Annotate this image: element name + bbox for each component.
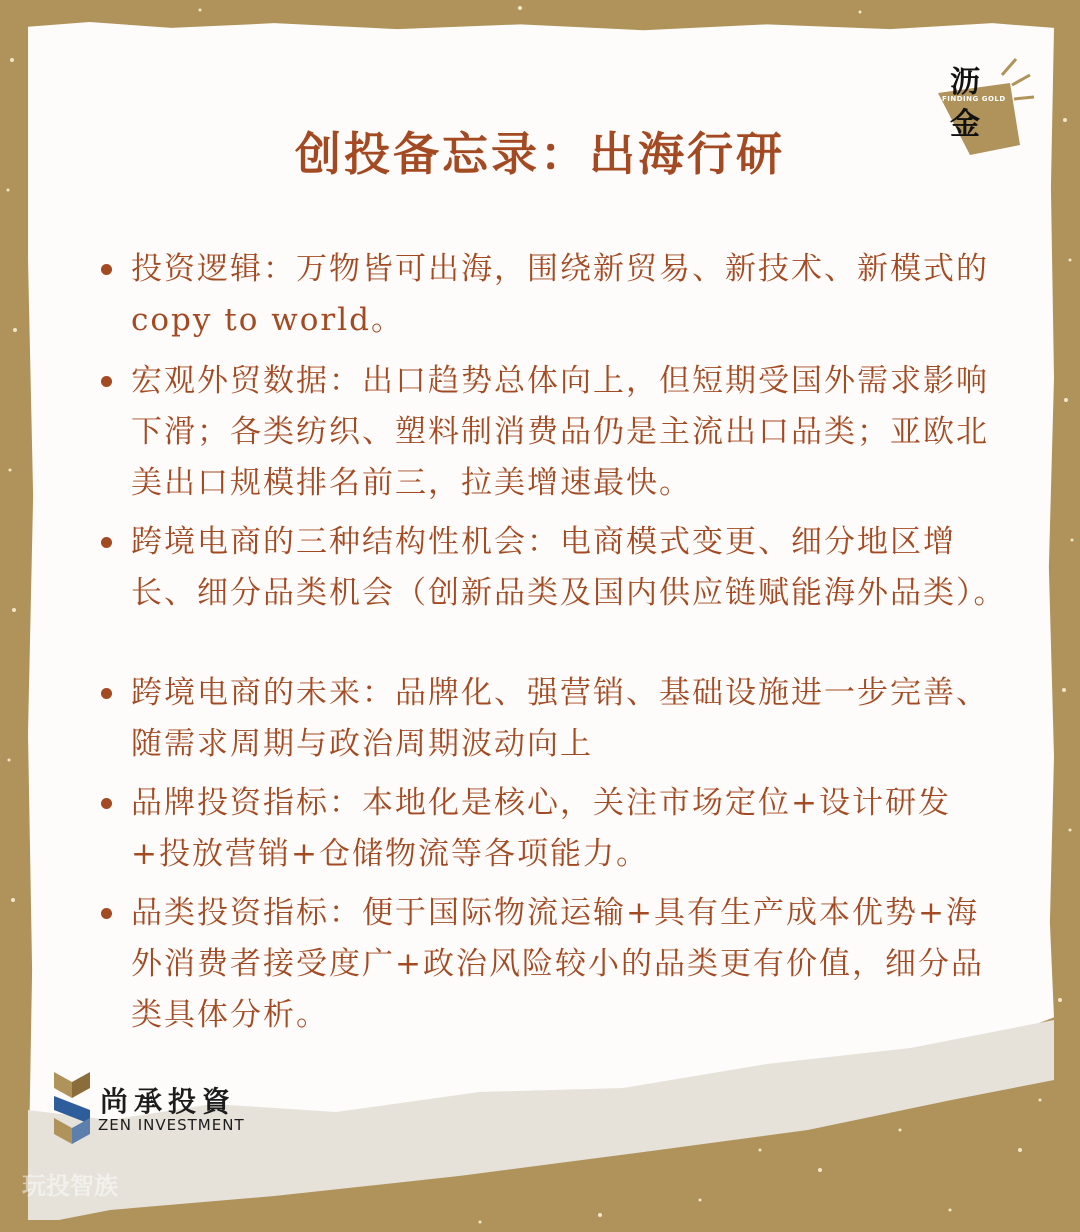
brand-badge (930, 55, 1050, 165)
bullet-dot-icon (101, 376, 112, 387)
bullet-text: 投资逻辑：万物皆可出海，围绕新贸易、新技术、新模式的copy to world。 (131, 251, 989, 338)
bullet-dot-icon (101, 908, 112, 919)
watermark: 玩投智族 (22, 1172, 118, 1200)
page-title: 创投备忘录：出海行研 (295, 127, 785, 181)
bullet-text: 品类投资指标：便于国际物流运输+具有生产成本优势+海外消费者接受度广+政治风险较小的品类更有价值，细分品类具体分析。 (131, 895, 984, 1033)
gold-tag-icon (930, 55, 1050, 165)
bullet-dot-icon (101, 798, 112, 809)
bullet-text: 跨境电商的未来：品牌化、强营销、基础设施进一步完善、随需求周期与政治周期波动向上 (131, 675, 989, 762)
company-logo (50, 1068, 270, 1158)
badge-char-2: 金 (950, 107, 980, 142)
logo-name-en: ZEN INVESTMENT (98, 1116, 245, 1134)
logo-name-cn: 尚承投資 (100, 1085, 237, 1118)
bullet-dot-icon (101, 688, 112, 699)
bullet-text: 品牌投资指标：本地化是核心，关注市场定位+设计研发+投放营销+仓储物流等各项能力。 (131, 785, 951, 872)
bullet-dot-icon (101, 537, 112, 548)
zen-logo-icon (50, 1068, 94, 1152)
badge-tagline: FINDING GOLD (942, 95, 1006, 103)
bullet-text: 宏观外贸数据：出口趋势总体向上，但短期受国外需求影响下滑；各类纺织、塑料制消费品仍是主流出口品类；亚欧北美出口规模排名前三，拉美增速最快。 (131, 363, 989, 501)
badge-char-1: 沥 (950, 65, 980, 100)
bullet-dot-icon (101, 264, 112, 275)
bullet-text: 跨境电商的三种结构性机会：电商模式变更、细分地区增长、细分品类机会（创新品类及国内供应链赋能海外品类）。 (131, 524, 1007, 611)
